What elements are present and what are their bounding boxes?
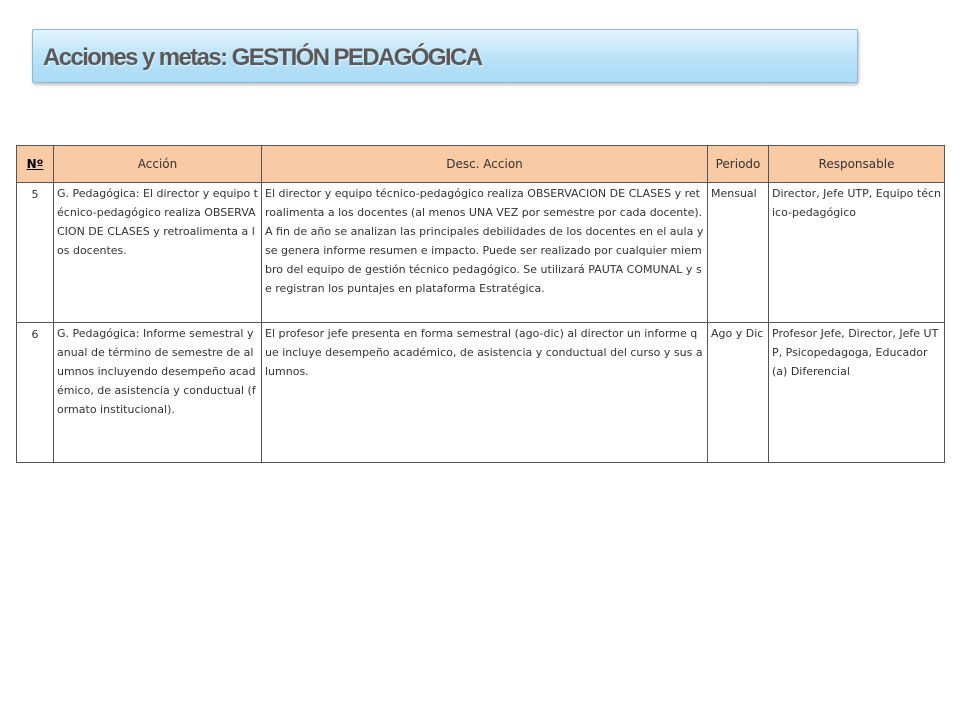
page-title: Acciones y metas: GESTIÓN PEDAGÓGICA [43, 44, 482, 71]
row-responsable-cell: Profesor Jefe, Director, Jefe UTP, Psicopedagoga, Educador(a) Diferencial [769, 323, 945, 463]
table-header-row [17, 146, 945, 183]
row-num-cell: 6 [17, 323, 54, 463]
actions-table [16, 145, 945, 463]
table-row [17, 183, 945, 323]
row-num-cell: 5 [17, 183, 54, 323]
row-accion-cell: G. Pedagógica: El director y equipo técnico-pedagógico realiza OBSERVACION DE CLASES y retroalimenta a los docentes. [54, 183, 262, 323]
header-responsable: Responsable [769, 146, 945, 183]
header-num: Nº [17, 146, 54, 183]
header-accion: Acción [54, 146, 262, 183]
header-desc: Desc. Accion [262, 146, 708, 183]
row-desc-cell: El profesor jefe presenta en forma semestral (ago-dic) al director un informe que incluye desempeño académico, de asistencia y conductual del curso y sus alumnos. [262, 323, 708, 463]
row-responsable-cell: Director, Jefe UTP, Equipo técnico-pedagógico [769, 183, 945, 323]
row-desc-cell: El director y equipo técnico-pedagógico realiza OBSERVACION DE CLASES y retroalimenta a los docentes (al menos UNA VEZ por semestre por cada docente). A fin de año se analizan las principales debilidades de los docentes en el aula y se genera informe resumen e impacto. Puede ser realizado por cualquier miembro del equipo de gestión técnico pedagógico. Se utilizará PAUTA COMUNAL y se registran los puntajes en plataforma Estratégica. [262, 183, 708, 323]
row-periodo-cell: Ago y Dic [708, 323, 769, 463]
row-periodo-cell: Mensual [708, 183, 769, 323]
title-banner [32, 29, 858, 83]
header-periodo: Periodo [708, 146, 769, 183]
row-accion-cell: G. Pedagógica: Informe semestral y anual de término de semestre de alumnos incluyendo desempeño académico, de asistencia y conductual (formato institucional). [54, 323, 262, 463]
table-row [17, 323, 945, 463]
